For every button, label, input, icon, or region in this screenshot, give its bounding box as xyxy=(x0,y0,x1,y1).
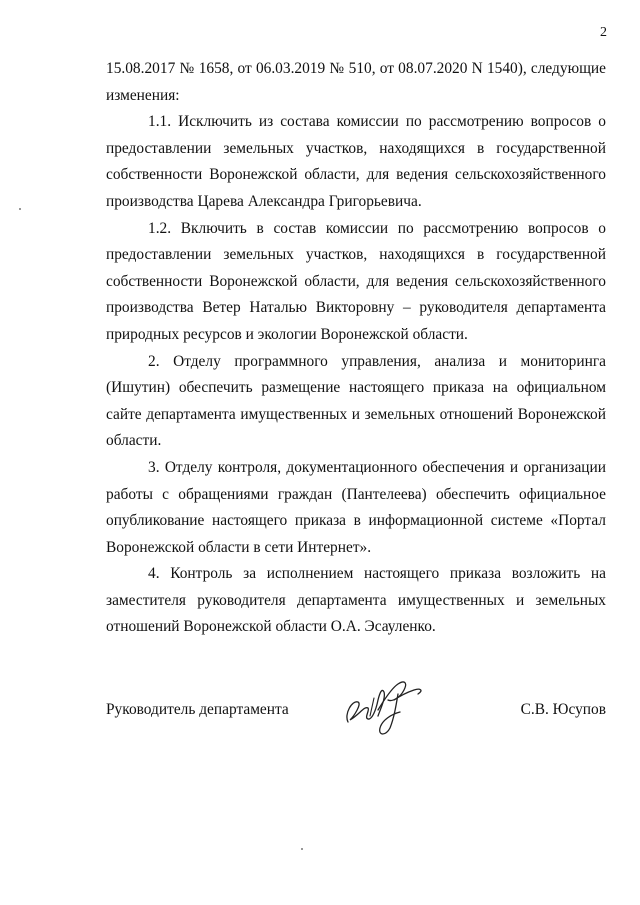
page-number: 2 xyxy=(600,25,607,40)
document-body xyxy=(106,56,606,641)
signatory-name: С.В. Юсупов xyxy=(520,701,606,718)
paragraph-item-2: 2. Отделу программного управления, анализа и мониторинга (Ишутин) обеспечить размещение настоящего приказа на официальном сайте департамента имущественных и земельных отношений Воронежской области. xyxy=(106,352,606,450)
paragraph-continuation: 15.08.2017 № 1658, от 06.03.2019 № 510, от 08.07.2020 N 1540), следующие изменения: xyxy=(106,60,606,104)
scan-artifact xyxy=(301,848,303,850)
paragraph-item-4: 4. Контроль за исполнением настоящего приказа возложить на заместителя руководителя департамента имущественных и земельных отношений Воронежской области О.А. Эсауленко. xyxy=(106,565,606,636)
paragraph-item-1-2: 1.2. Включить в состав комиссии по рассмотрению вопросов о предоставлении земельных участков, находящихся в государственной собственности Воронежской области, для ведения сельскохозяйственного производства Ветер Наталью Викторовну – руководителя департамента природных ресурсов и экологии Воронежской области. xyxy=(106,219,606,343)
paragraph-item-1-1: 1.1. Исключить из состава комиссии по рассмотрению вопросов о предоставлении земельных участков, находящихся в государственной собственности Воронежской области, для ведения сельскохозяйственного производства Царева Александра Григорьевича. xyxy=(106,113,606,210)
paragraph-item-3: 3. Отделу контроля, документационного обеспечения и организации работы с обращениями граждан (Пантелеева) обеспечить официальное опубликование настоящего приказа в информационной системе «Портал Воронежской области в сети Интернет». xyxy=(106,458,606,556)
handwritten-signature xyxy=(334,670,434,740)
scan-artifact xyxy=(19,208,21,210)
signatory-position: Руководитель департамента xyxy=(106,701,289,718)
signature-block xyxy=(106,692,606,752)
